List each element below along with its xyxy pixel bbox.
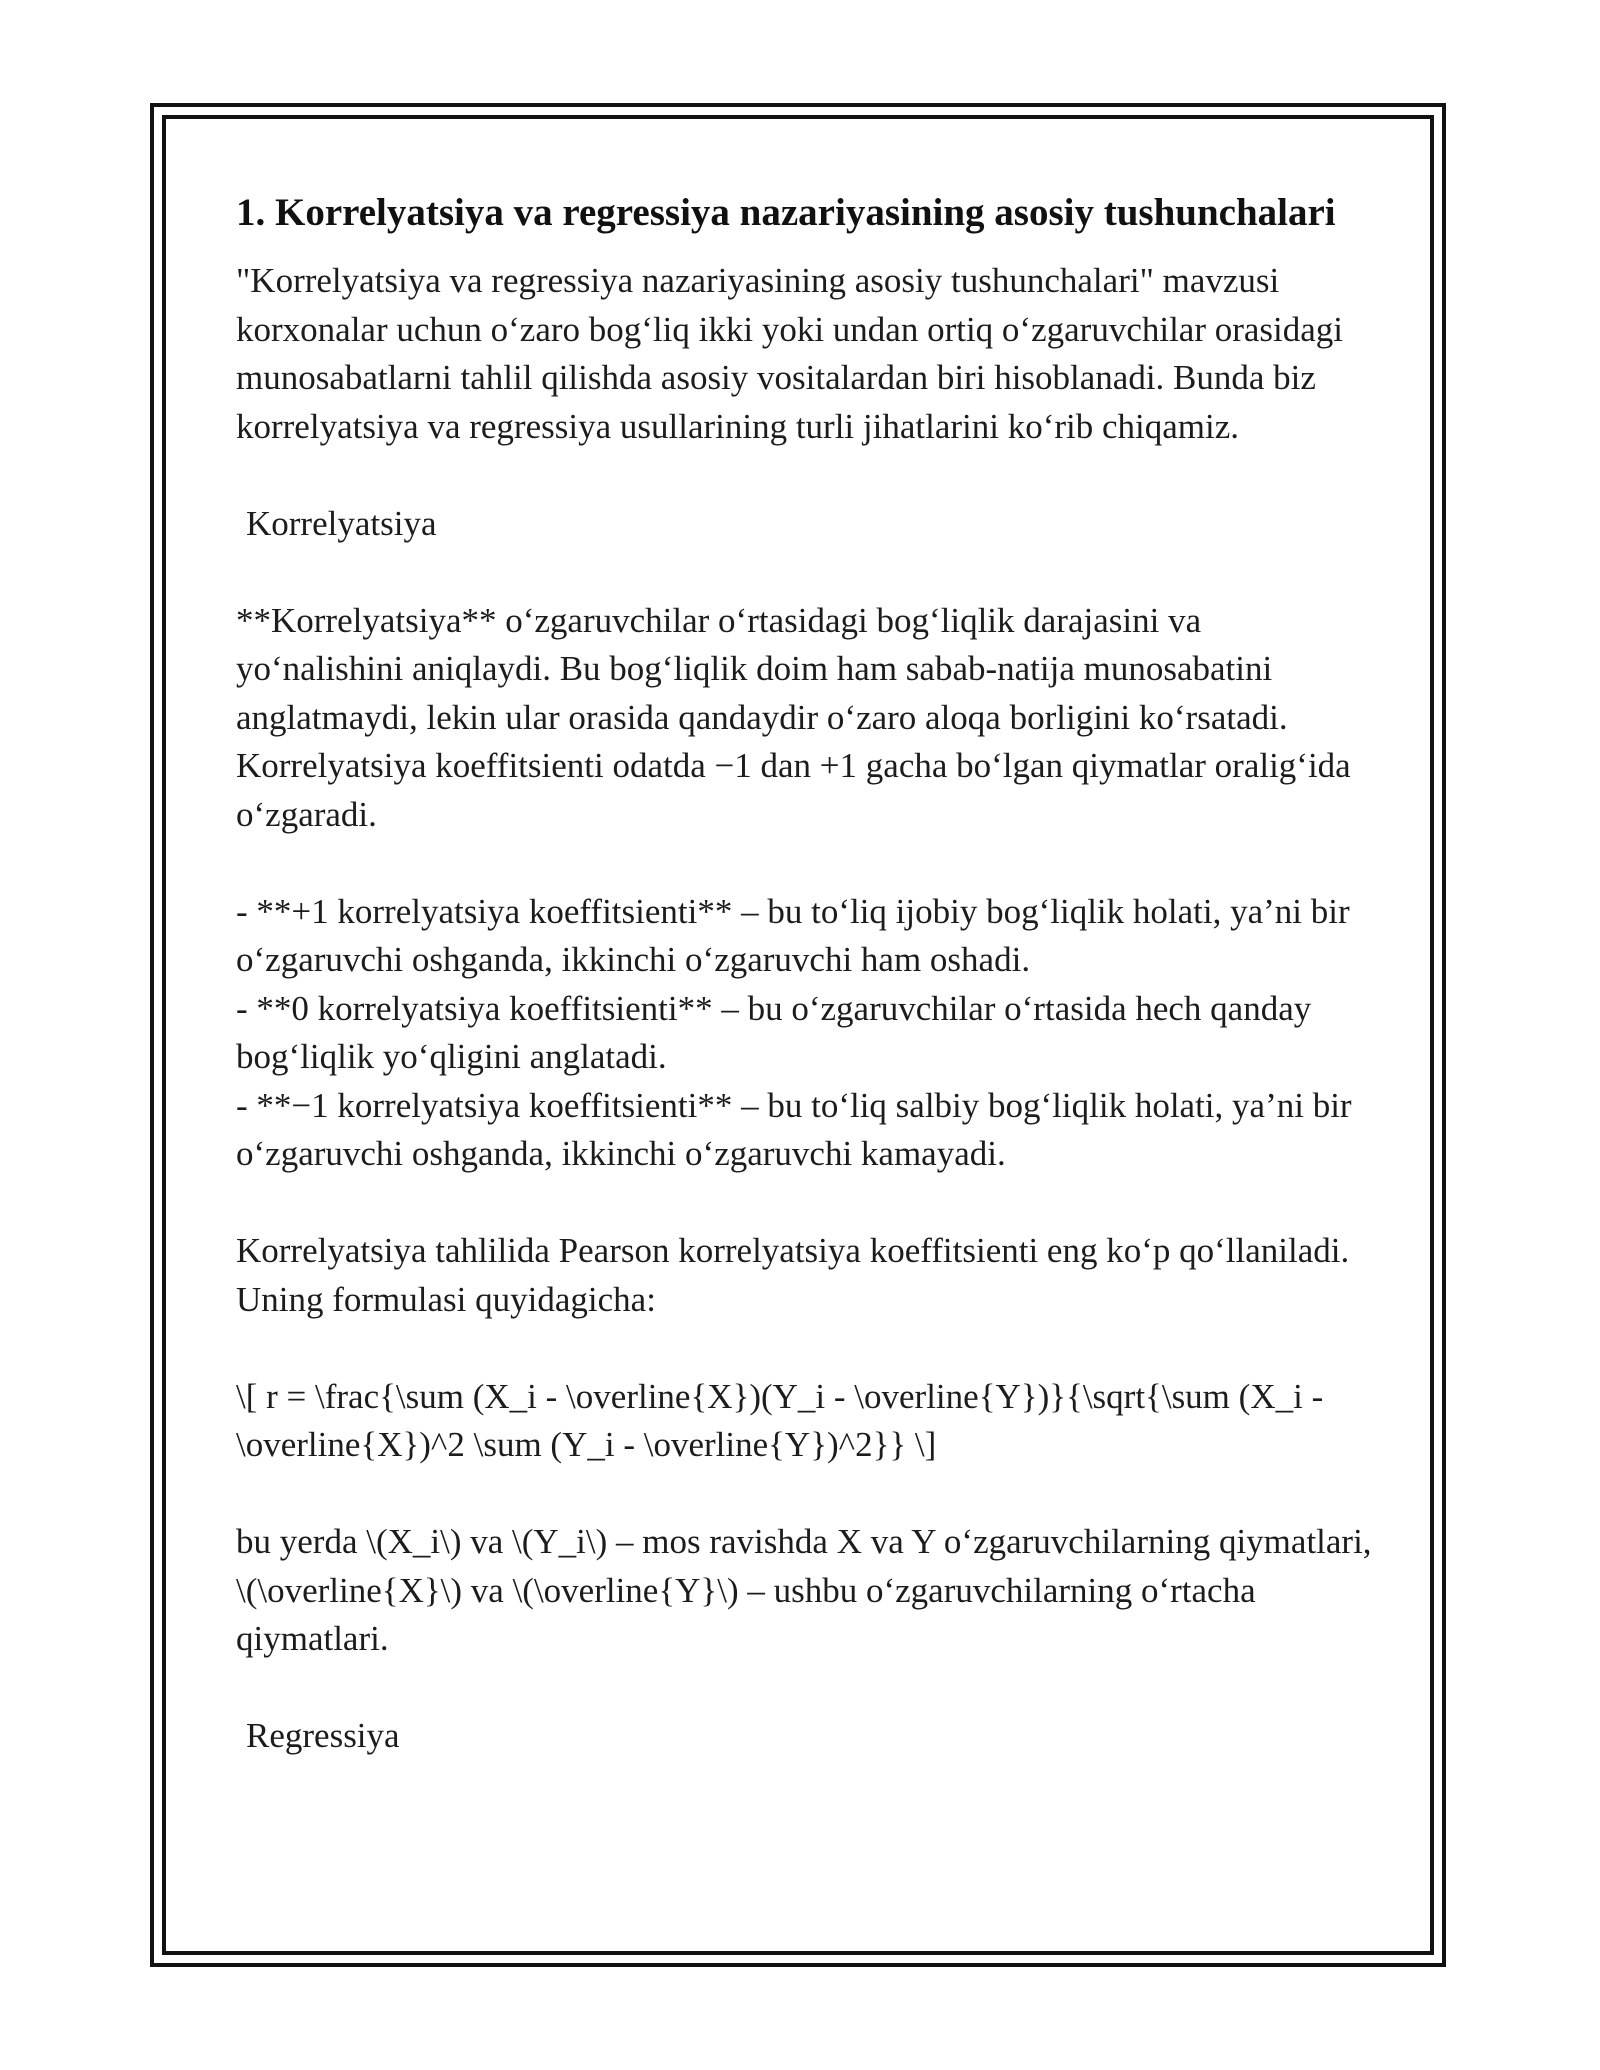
spacer <box>236 1179 1376 1228</box>
document-content <box>236 186 1376 1761</box>
bullet-item: - **+1 korrelyatsiya koeffitsienti** – bu to‘liq ijobiy bog‘liqlik holati, ya’ni bir o‘zgaruvchi oshganda, ikkinchi o‘zgaruvchi ham oshadi. <box>236 891 1350 979</box>
formula-text: \[ r = \frac{\sum (X_i - \overline{X})(Y_i - \overline{Y})}{\sqrt{\sum (X_i - \overline{X})^2 \sum (Y_i - \overline{Y})^2}} \] <box>236 1376 1324 1464</box>
bullet-item: - **0 korrelyatsiya koeffitsienti** – bu o‘zgaruvchilar o‘rtasida hech qanday bog‘liqlik yo‘qligini anglatadi. <box>236 988 1312 1076</box>
subheading-regressiya: Regressiya <box>246 1716 400 1755</box>
section-title: 1. Korrelyatsiya va regressiya nazariyasining asosiy tushunchalari <box>236 191 1336 234</box>
formula-explanation: bu yerda \(X_i\) va \(Y_i\) – mos ravishda X va Y o‘zgaruvchilarning qiymatlari, \(\overline{X}\) va \(\overline{Y}\) – ushbu o‘zgaruvchilarning o‘rtacha qiymatlari. <box>236 1522 1372 1658</box>
subheading-korrelyatsiya: Korrelyatsiya <box>246 503 437 543</box>
pearson-paragraph: Korrelyatsiya tahlilida Pearson korrelyatsiya koeffitsienti eng ko‘p qo‘llaniladi. Uning formulasi quyidagicha: <box>236 1231 1350 1319</box>
spacer <box>236 548 1376 597</box>
spacer <box>236 1470 1376 1519</box>
intro-paragraph: "Korrelyatsiya va regressiya nazariyasining asosiy tushunchalari" mavzusi korxonalar uchun o‘zaro bog‘liq ikki yoki undan ortiq o‘zgaruvchilar orasidagi munosabatlarni tahlil qilishda asosiy vositalardan biri hisoblanadi. Bunda biz korrelyatsiya va regressiya usullarining turli jihatlarini ko‘rib chiqamiz. <box>236 261 1344 446</box>
spacer <box>236 1324 1376 1373</box>
korrelyatsiya-paragraph: **Korrelyatsiya** o‘zgaruvchilar o‘rtasidagi bog‘liqlik darajasini va yo‘nalishini aniqlaydi. Bu bog‘liqlik doim ham sabab-natija munosabatini anglatmaydi, lekin ular orasida qandaydir o‘zaro aloqa borligini ko‘rsatadi. Korrelyatsiya koeffitsienti odatda −1 dan +1 gacha bo‘lgan qiymatlar oralig‘ida o‘zgaradi. <box>236 600 1351 834</box>
spacer <box>236 839 1376 888</box>
spacer <box>236 1664 1376 1713</box>
bullet-item: - **−1 korrelyatsiya koeffitsienti** – bu to‘liq salbiy bog‘liqlik holati, ya’ni bir o‘zgaruvchi oshganda, ikkinchi o‘zgaruvchi kamayadi. <box>236 1085 1352 1173</box>
spacer <box>236 451 1376 500</box>
